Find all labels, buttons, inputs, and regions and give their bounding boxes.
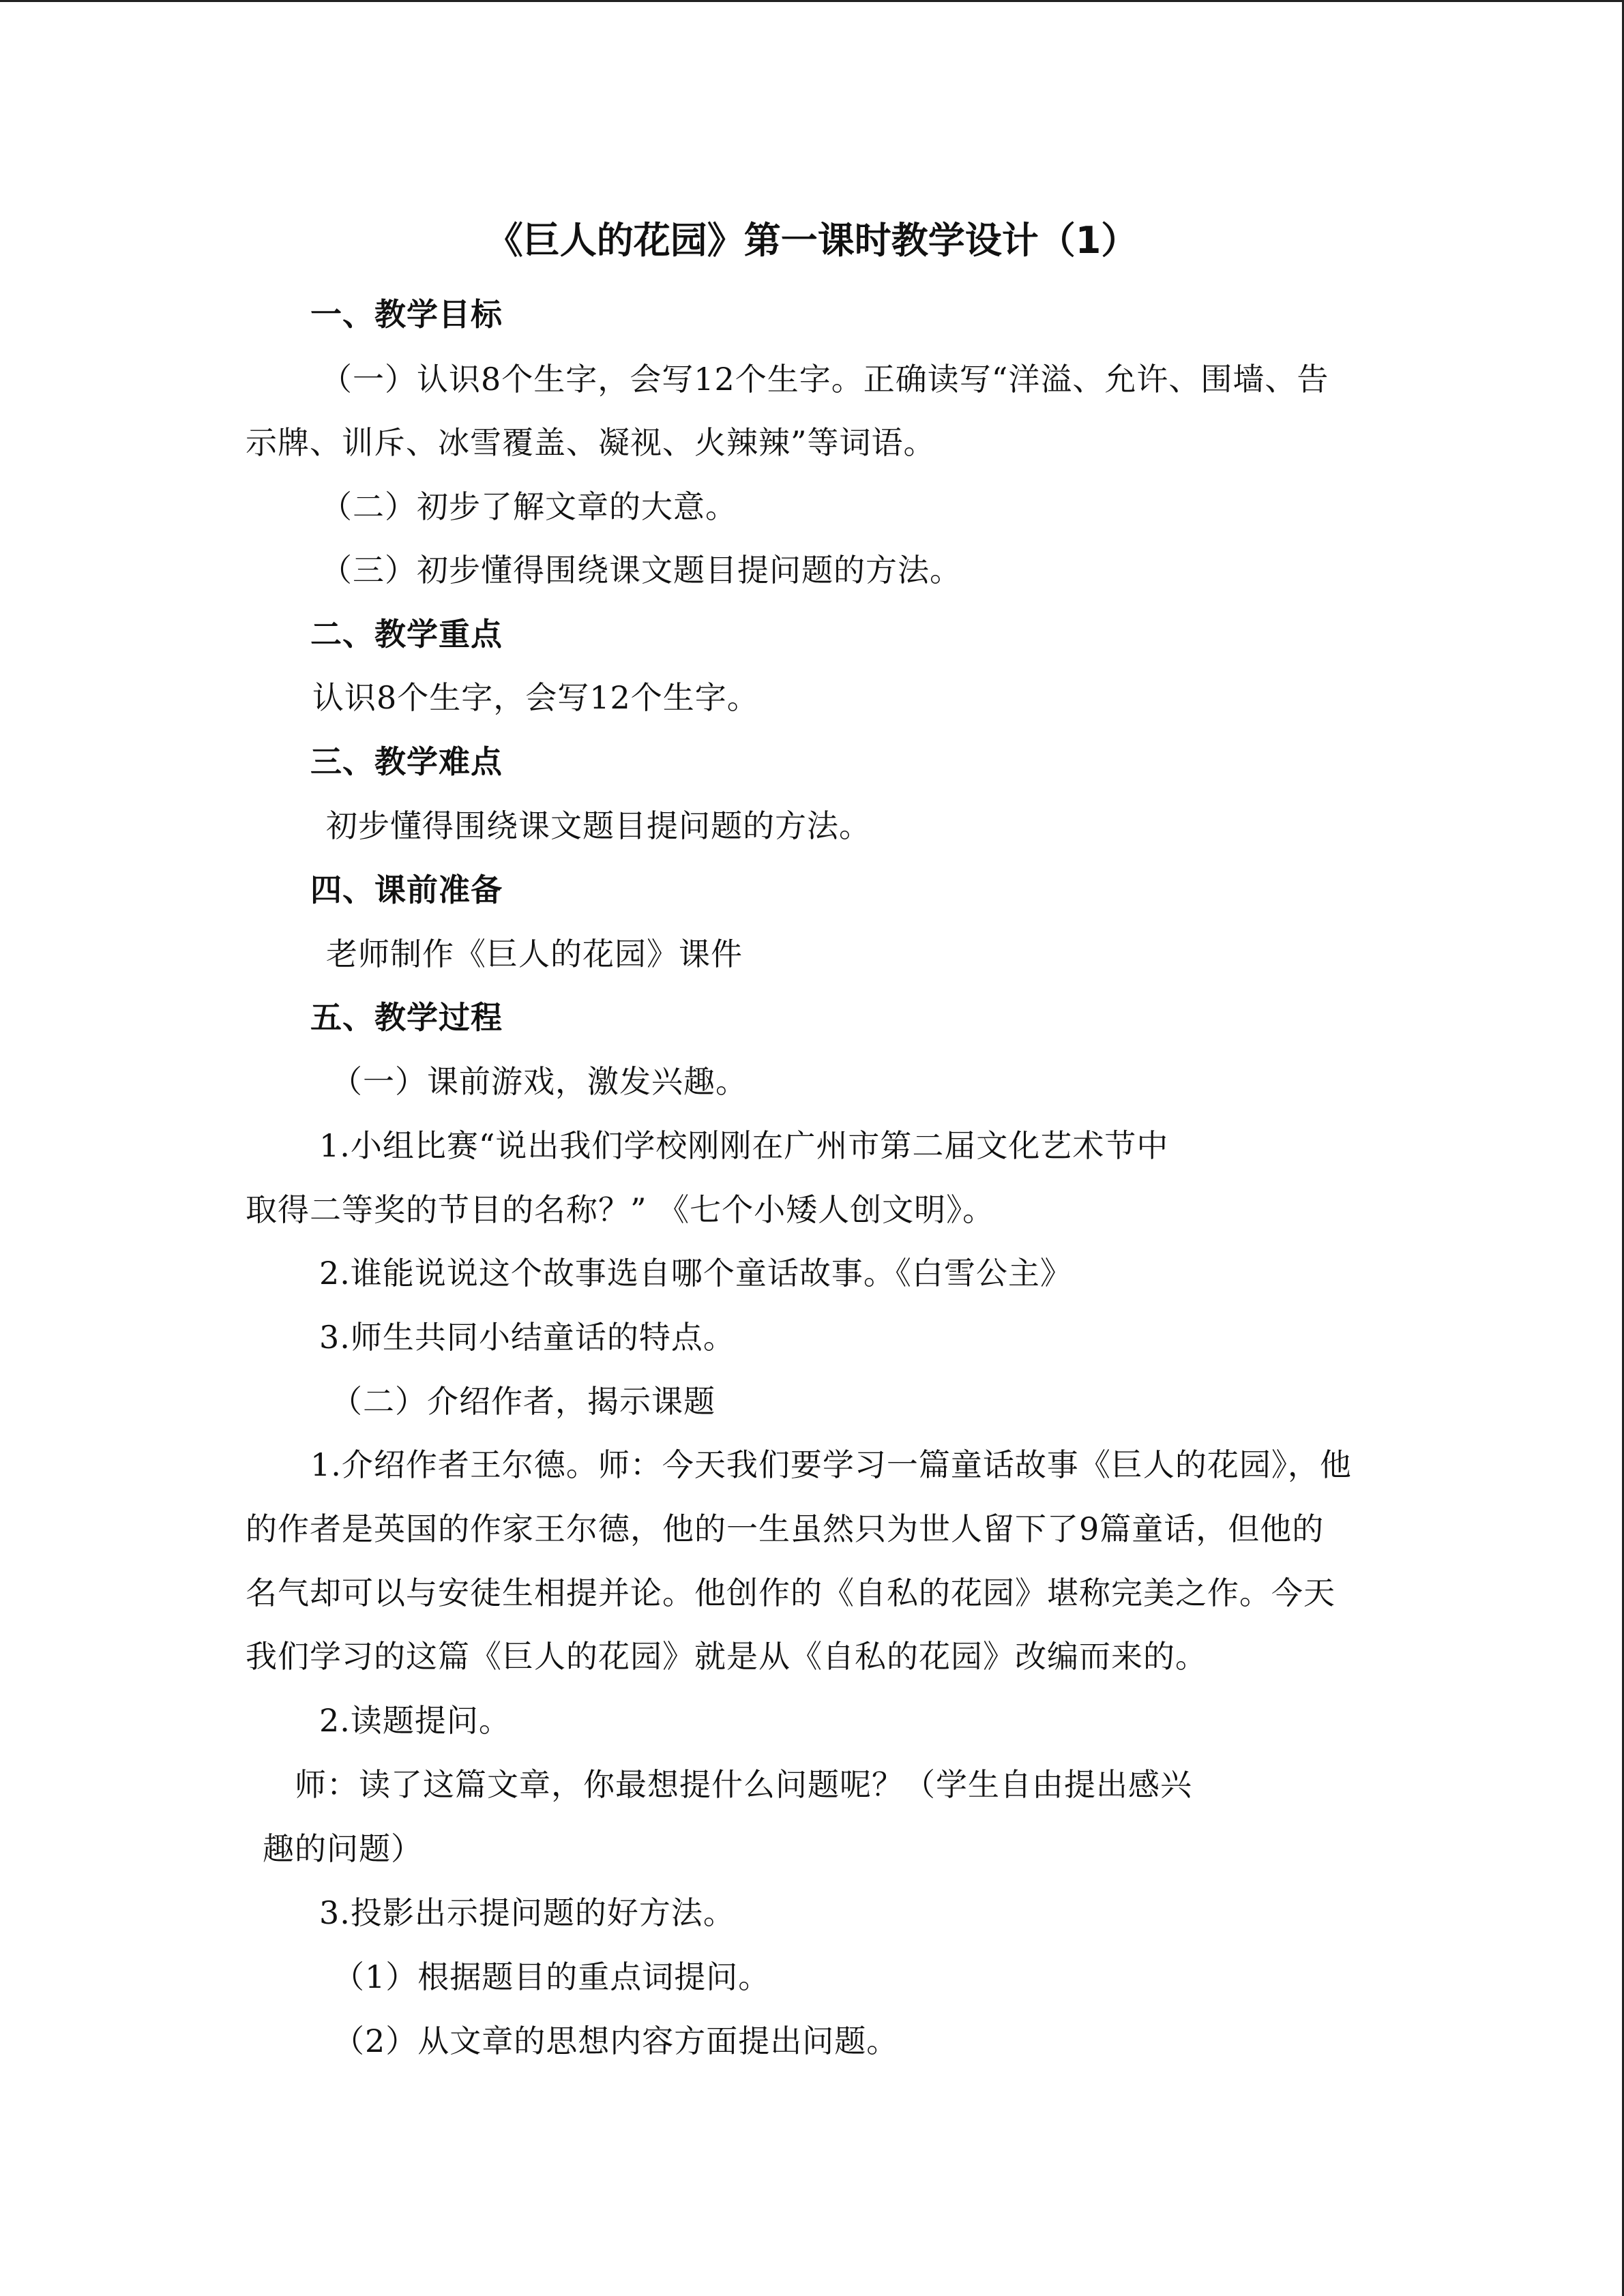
process-part-1-item-1-line-2: 取得二等奖的节目的名称？” 《七个小矮人创文明》。: [246, 1191, 995, 1228]
preparation-text: 老师制作《巨人的花园》课件: [326, 936, 743, 972]
process-part-2-item-2-text-line-1: 师：读了这篇文章，你最想提什么问题呢？（学生自由提出感兴: [295, 1766, 1192, 1803]
key-points-heading: 二、教学重点: [310, 616, 503, 653]
key-points-text: 认识8个生字，会写12个生字。: [312, 679, 759, 716]
process-part-2-item-1-line-1: 1.介绍作者王尔德。师：今天我们要学习一篇童话故事《巨人的花园》，他: [310, 1446, 1352, 1483]
process-part-1-item-3: 3.师生共同小结童话的特点。: [319, 1319, 735, 1356]
process-part-2-item-2: 2.读题提问。: [319, 1702, 511, 1739]
objectives-heading: 一、教学目标: [310, 296, 503, 333]
process-part-2-item-3-sub-1: （1）根据题目的重点词提问。: [333, 1958, 771, 1995]
process-part-2-item-3-sub-2: （2）从文章的思想内容方面提出问题。: [333, 2023, 899, 2059]
process-part-1-item-1-line-1: 1.小组比赛“说出我们学校刚刚在广州市第二届文化艺术节中: [319, 1127, 1169, 1164]
objective-2: （二）初步了解文章的大意。: [321, 488, 737, 525]
page-title: 《巨人的花园》第一课时教学设计（1）: [486, 219, 1138, 262]
preparation-heading: 四、课前准备: [310, 871, 503, 908]
process-part-2-item-1-line-4: 我们学习的这篇《巨人的花园》就是从《自私的花园》改编而来的。: [246, 1638, 1207, 1675]
process-part-2-item-1-line-3: 名气却可以与安徒生相提并论。他创作的《自私的花园》堪称完美之作。今天: [246, 1575, 1335, 1611]
process-part-1-item-2: 2.谁能说说这个故事选自哪个童话故事。《白雪公主》: [319, 1255, 1072, 1292]
objective-1-line-2: 示牌、训斥、冰雪覆盖、凝视、火辣辣”等词语。: [246, 424, 936, 461]
process-part-2-heading: （二）介绍作者，揭示课题: [331, 1383, 715, 1420]
difficulties-text: 初步懂得围绕课文题目提问题的方法。: [326, 807, 871, 844]
process-part-2-item-2-text-line-2: 趣的问题）: [263, 1830, 423, 1867]
process-part-2-item-1-line-2: 的作者是英国的作家王尔德，他的一生虽然只为世人留下了9篇童话，但他的: [246, 1510, 1325, 1547]
objective-1-line-1: （一）认识8个生字，会写12个生字。正确读写“洋溢、允许、围墙、告: [321, 361, 1329, 398]
process-part-1-heading: （一）课前游戏，激发兴趣。: [331, 1063, 748, 1100]
process-part-2-item-3: 3.投影出示提问题的好方法。: [319, 1894, 735, 1931]
process-heading: 五、教学过程: [310, 999, 503, 1036]
difficulties-heading: 三、教学难点: [310, 743, 503, 780]
objective-3: （三）初步懂得围绕课文题目提问题的方法。: [321, 552, 962, 588]
